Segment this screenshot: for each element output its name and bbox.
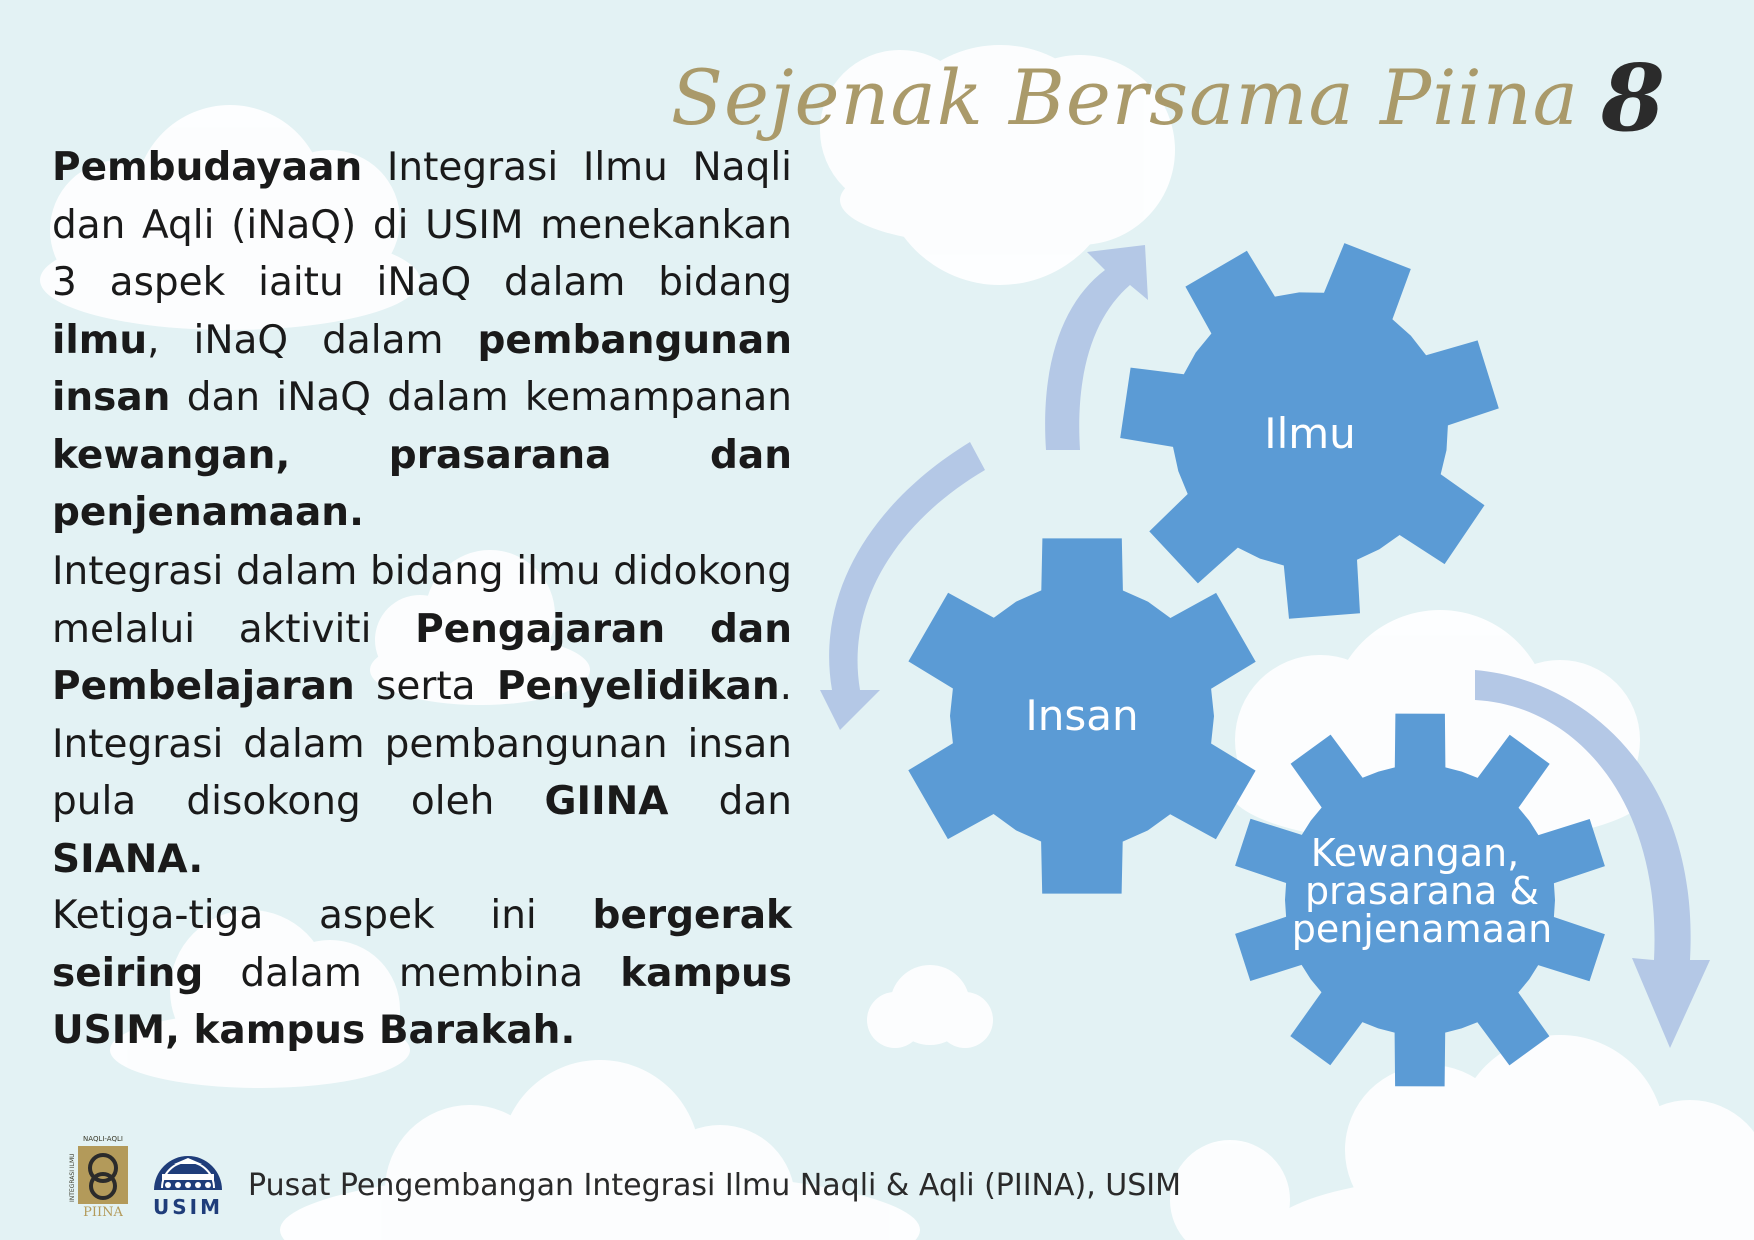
p2-bold-4: SIANA. bbox=[52, 836, 204, 882]
piina-logo-text: PIINA bbox=[83, 1205, 123, 1220]
usim-logo-text: USIM bbox=[153, 1195, 223, 1219]
p1-text-2: , iNaQ dalam bbox=[147, 317, 478, 363]
gear-label-ilmu: Ilmu bbox=[1264, 409, 1356, 458]
p3-bold-1: bergerak seiring bbox=[52, 893, 792, 996]
p2-bold-3: GIINA bbox=[544, 779, 669, 824]
p1-text-1: Integrasi Ilmu Naqli dan Aqli (iNaQ) di USIM menekankan 3 aspek iaitu iNaQ dalam bidang bbox=[52, 145, 792, 305]
p2-bold-2: Penyelidikan bbox=[496, 664, 780, 709]
issue-number: 8 bbox=[1600, 44, 1666, 152]
gear-label-insan: Insan bbox=[1025, 691, 1139, 740]
p2-text-3: . Integrasi dalam pembangunan insan pula disokong oleh bbox=[52, 664, 792, 824]
p3-text-1: Ketiga-tiga aspek ini bbox=[52, 893, 593, 938]
title-text: Sejenak Bersama Piina bbox=[670, 53, 1579, 142]
p3-bold-2: kampus USIM, kampus Barakah. bbox=[52, 950, 792, 1053]
gear-label-kewangan-3: penjenamaan bbox=[1291, 907, 1553, 951]
p3-text-2: dalam membina bbox=[203, 950, 621, 996]
usim-logo bbox=[148, 1130, 228, 1218]
p2-bold-1: Pengajaran dan Pembelajaran bbox=[52, 606, 792, 709]
gear-label-kewangan-2: prasarana & bbox=[1304, 869, 1540, 913]
p1-bold-4: kewangan, prasarana dan penjenamaan. bbox=[52, 432, 792, 535]
p2-text-1: Integrasi dalam bidang ilmu didokong melalui aktiviti bbox=[52, 549, 792, 652]
piina-logo-side-text: INTEGRASI ILMU bbox=[69, 1153, 76, 1202]
p2-text-2: serta bbox=[354, 664, 497, 709]
gear-label-kewangan-1: Kewangan, bbox=[1310, 831, 1520, 875]
footer-text: Pusat Pengembangan Integrasi Ilmu Naqli & Aqli (PIINA), USIM bbox=[248, 1168, 1182, 1203]
p1-bold-3: pembangunan insan bbox=[52, 317, 792, 420]
p1-text-3: dan iNaQ dalam kemampanan bbox=[170, 375, 792, 420]
piina-logo bbox=[70, 1132, 136, 1218]
p1-bold-2: ilmu bbox=[52, 317, 148, 363]
piina-logo-top-text: NAQLI-AQLI bbox=[83, 1135, 123, 1143]
p2-text-4: dan bbox=[668, 779, 792, 824]
p1-bold-1: Pembudayaan bbox=[52, 145, 363, 190]
